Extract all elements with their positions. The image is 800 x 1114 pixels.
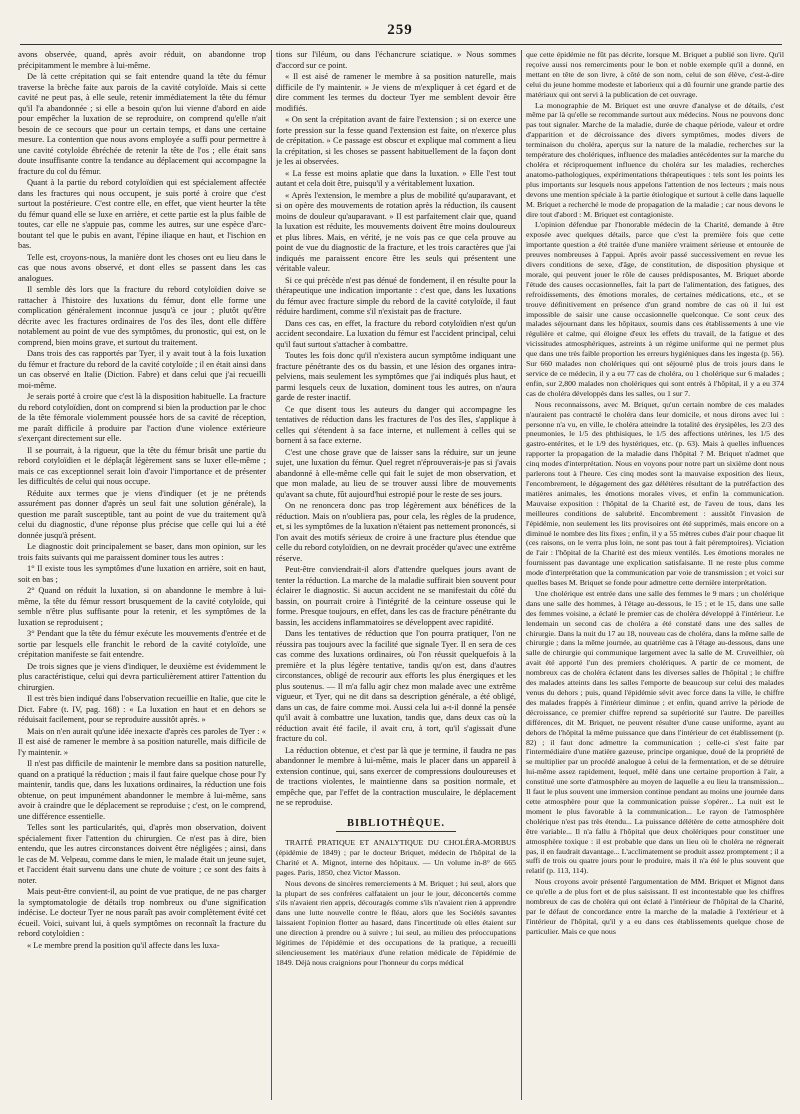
paragraph: Si ce qui précède n'est pas dénué de fondement, il en résulte pour la thérapeutique une indication importante : c'est que, dans les luxations du fémur avec fracture simple du rebord de la cavité cotyloïde, il faut réduire hardiment, comme s'il n'existait pas de fracture.: [276, 275, 516, 316]
paragraph: Peut-être conviendrait-il alors d'attendre quelques jours avant de tenter la réduction. La marche de la maladie suffirait bien souvent pour éclairer le diagnostic. Si aucun accident ne se manifestait du côté du bassin, on pourrait croire à l'intégrité de la ceinture osseuse qui le forme. Presque toujours, en effet, dans les cas de fracture pénétrante du bassin, les accidens inflammatoires se développent avec rapidité.: [276, 565, 516, 627]
section-title: BIBLIOTHÈQUE.: [347, 817, 445, 829]
paragraph: « Après l'extension, le membre a plus de mobilité qu'auparavant, et si on opère des mouvements de rotation après la réduction, ils causent moins de douleur qu'auparavant. » Il est parfaitement clair que, quand la luxation est réduite, les mouvements doivent être moins douloureux et plus libres. Mais, en vérité, je ne vois pas ce que cela prouve au point de vue du diagnostic de la fracture, et les trois caractères que j'ai indiqués me paraissent encore être les seuls qui présentent une véritable valeur.: [276, 190, 516, 273]
paragraph: La monographie de M. Briquet est une œuvre d'analyse et de détails, c'est même par là qu'elle se recommande surtout aux médecins. Nous ne pouvons donc pas tout signaler. Marche de la maladie, durée de chaque période, valeur et ordre d'apparition et de décroissance des divers symptômes, modes divers de terminaison du choléra, aperçus sur la nature de la maladie, recherches sur la température des cholériques, influence des maladies antécédentes sur la marche du choléra et réciproquement influence du choléra sur les maladies, recherches anatomo-pathologiques, expérimentations thérapeutiques : tels sont les points les plus importants sur lesquels nous appelons l'attention de nos lecteurs ; mais nous devons une mention spéciale à la partie étiologique et surtout à celle dans laquelle M. Briquet a recherché le mode de propagation de la maladie ; car nous devons le dire tout d'abord : M. Briquet est contagioniste.: [526, 100, 784, 219]
paragraph: Il n'est pas difficile de maintenir le membre dans sa position naturelle, quand on a pratiqué la réduction ; mais il faut faire quelque chose pour l'y maintenir, tandis que, dans les luxations ordinaires, la réduction une fois obtenue, on peut impunément abandonner le membre à lui-même, sans avoir à craindre que le déplacement se reproduise ; c'est, on le comprend, une différence essentielle.: [18, 759, 266, 821]
paragraph: Une cholérique est entrée dans une salle des femmes le 9 mars ; un cholérique dans une salle des hommes, à l'étage au-dessous, le 15 ; et le 15, dans une salle des femmes voisine, a éclaté le premier cas de choléra développé à l'intérieur. Le lendemain un second cas de choléra a été constaté dans une des salles de chirurgie. Dans la nuit du 17 au 18, nouveau cas de choléra, dans la même salle de chirurgie ; dans la même journée, au quatrième cas à l'étage au-dessous, dans une salle de chirurgie qui communique largement avec la salle de M. Cruveilhier, où avait été apporté l'un des premiers cholériques. A partir de ce moment, de nombreux cas de choléra éclatent dans les diverses salles de l'hôpital ; le chiffre des malades atteints dans les salles l'emporte de beaucoup sur celui des malades venus du dehors ; puis, quand l'épidémie sévit avec force dans la ville, le chiffre des malades frappés à l'intérieur diminue ; et enfin, quand arrive la période de décroissance, ce premier chiffre reprend sa supériorité sur l'autre. De pareilles différences, dit M. Briquet, ne peuvent résulter d'une cause uniforme, ayant au dehors de l'hôpital la même puissance que dans l'intérieur de cet établissement (p. 82) ; il faut donc admettre la communication ; celle-ci s'est faite par l'intermédiaire d'une matière gazeuse, principe organique, doué de la propriété de se multiplier par un procédé analogue à celui de la fermentation, et de se détruire lui-même assez rapidement, lequel, mêlé dans une certaine proportion à l'air, a constitué une sorte d'atmosphère au moyen de laquelle a eu lieu la transmission... Il faut le plus souvent une immersion continue pendant au moins une journée dans cette atmosphère pour que la communication puisse s'opérer... La nuit est le moment le plus favorable à la communication... Le rayon de l'atmosphère cholérique n'est pas très étendu... La puissance délétère de cette atmosphère doit être variable... Il n'a fallu à l'hôpital que deux cholériques pour constituer une atmosphère toxique : il est probable que dans un lieu où le choléra ne régnerait pas, il en faudrait davantage... L'acclimatement se produit assez promptement ; il a suffi de trois ou quatre jours pour le produire, mais il n'a été le plus souvent que relatif (p. 113, 114).: [526, 588, 784, 876]
paragraph: Dans ces cas, en effet, la fracture du rebord cotyloïdien n'est qu'un accident secondaire. La luxation du fémur est l'accident principal, celui qu'il faut surtout s'attacher à combattre.: [276, 318, 516, 349]
paragraph: Nous croyons avoir présenté l'argumentation de MM. Briquet et Mignot dans ce qu'elle a de plus fort et de plus saisissant. Il est incontestable que les chiffres nombreux de cas de choléra qui ont éclaté à l'intérieur de l'hôpital de la Charité, par le défaut de concordance entre la marche de la maladie à l'extérieur et à l'intérieur de l'hôpital, qu'il y a eu dans ces établissements quelque chose de particulier. Mais ce que nous: [526, 877, 784, 936]
paragraph: Telle est, croyons-nous, la manière dont les choses ont eu lieu dans le cas que nous avons observé, et dont elles se passent dans les cas analogues.: [18, 252, 266, 283]
paragraph: Réduite aux termes que je viens d'indiquer (et je ne prétends assurément pas donner d'après un seul fait une solution générale), la question me paraît susceptible, tant au point de vue du traitement qu'à celui du diagnostic, d'une réponse plus précise que celle qui lui a été donnée jusqu'à présent.: [18, 488, 266, 540]
paragraph: De là cette crépitation qui se fait entendre quand la tête du fémur traverse la brèche faite aux parois de la cavité cotyloïde. Mais si cette cavité ne peut pas, à elle seule, retenir immédiatement la tête du fémur qu'il l'a abandonnée ; si elle a besoin qu'on lui vienne d'abord en aide pour empêcher la luxation de se reproduire, on comprend qu'elle n'ait besoin de ce secours que pour un certain temps, et dans une certaine mesure. La contention que nous avons employée a suffi pour permettre à une cavité cotyloïde ébréchée de retenir la tête de l'os ; elle était sans doute insuffisante contre la tendance au déplacement qui accompagne la fracture du col du fémur.: [18, 72, 266, 176]
page-number: 259: [387, 22, 413, 38]
paragraph: Je serais porté à croire que c'est là la disposition habituelle. La fracture du rebord cotyloïdien, dont on comprend si bien la production par le choc de la tête fémorale violemment poussée hors de sa cavité de réception, me paraît difficile à produire par l'action d'une violence extérieure s'exerçant directement sur elle.: [18, 392, 266, 443]
paragraph: avons observée, quand, après avoir réduit, on abandonne trop précipitamment le membre à lui-même.: [18, 50, 266, 70]
paragraph: que cette épidémie ne fût pas décrite, lorsque M. Briquet a publié son livre. Qu'il reçoive aussi nos remerciments pour le bon et noble exemple qu'il a donné, en mettant en tête de son livre, à côté de son nom, celui de son élève, c'est-à-dire celui du jeune homme modeste et laborieux qui a dû fournir une grande partie des matériaux qui ont servi à la publication de cet ouvrage.: [526, 50, 784, 99]
paragraph: « Le membre prend la position qu'il affecte dans les luxa-: [27, 940, 220, 950]
paragraph: Mais on n'en aurait qu'une idée inexacte d'après ces paroles de Tyer : « Il est aisé de ramener le membre à sa position naturelle, mais difficile de l'y maintenir. »: [18, 726, 266, 757]
paragraph: Nous reconnaissons, avec M. Briquet, qu'un certain nombre de ces malades n'auraient pas contracté le choléra dans leur domicile, et nous dirons avec lui : personne n'a vu, en ville, le choléra atteindre la totalité des érysipèles, les 2/3 des pneumonies, le 1/5 des phthisiques, le 1/5 des affections utérines, les 1/5 des gastro-entérites, et le 1/9 des hystériques, etc. (p. 63). Mais à quelles influences rapporter la propagation de la maladie dans l'hôpital ? M. Briquet n'admet que cinq modes d'interprétation. Nous en voyons pour notre part un sixième dont nous parlerons tout à l'heure. Ces cinq modes sont la mauvaise exposition des lieux, l'encombrement, le dégagement des gaz délétères résultant de la putréfaction des matières animales, les émotions morales vives, et enfin la communication. Mauvaise exposition : l'hôpital de la Charité est, de l'aveu de tous, dans les meilleures conditions de salubrité. Encombrement : aussitôt l'invasion de l'épidémie, non seulement les lits provisoires ont été supprimés, mais encore on a diminué le nombre des lits fixes ; enfin, il y a 55 mètres cubes d'air pour chaque lit (ces raisons, on le verra plus loin, ne sont pas tout à fait péremptoires). Viciation de l'air : l'hôpital de la Charité est des mieux ventilés. Les émotions morales ne fournissent pas davantage une explication satisfaisante. Il ne reste plus comme mode d'interprétation que la communication par voie de transmission ; et voici sur quelles bases M. Briquet se fonde pour admettre cette dernière interprétation.: [526, 399, 784, 588]
section-rule: [336, 831, 456, 832]
paragraph: C'est une chose grave que de laisser sans la réduire, sur un jeune sujet, une luxation du fémur. Quel regret n'éprouverais-je pas si j'avais abandonné à elle-même celle qui fait le sujet de mon observation, et que mon malade, au lieu de se trouver aussi libre de mouvements qu'avant sa chute, fût aujourd'hui estropié pour le reste de ses jours.: [276, 447, 516, 499]
paragraph: Dans les tentatives de réduction que l'on pourra pratiquer, l'on ne réussira pas toujours avec la facilité que signale Tyer. Il en sera de ces cas comme des luxations ordinaires, où l'on réussit quelquefois à la première et la plus légère tentative, tandis qu'on est, dans d'autres circonstances, obligé de recourir aux efforts les plus énergiques et les plus soutenus. — Il m'a fallu agir chez mon malade avec une extrême vigueur, et Tyer, qui ne dit dans sa description générale, a été obligé, dans un cas, de faire comme moi. Aussi cela lui a-t-il donné la pensée qu'il avait à combattre une luxation, tandis que, dans deux cas où la réduction avait été facile, il avait cru, à tort, qu'il s'agissait d'une fracture du col.: [276, 629, 516, 743]
paragraph: Dans trois des cas rapportés par Tyer, il y avait tout à la fois luxation du fémur et fracture du rebord de la cavité cotyloïde ; il en était ainsi dans un cas observé en Italie (Diction. Fabre) et dans celui que j'ai recueilli moi-même.: [18, 349, 266, 390]
paragraph: Nous devons de sincères remerciements à M. Briquet ; lui seul, alors que la plupart de ses confrères calfataient un jour le jour, déconcertés comme s'ils n'avaient rien appris, découragés comme s'ils n'avaient rien à apprendre dans une lutte nouvelle contre le fléau, alors que les Sociétés savantes laissaient l'opinion flotter au hasard, dans l'incertitude où elles étaient sur une direction à prendre ou à suivre ; lui seul, au milieu des préoccupations légitimes de l'épidémie et des occupations de la pratique, a recueilli silencieusement les matériaux d'une relation médicale de l'épidémie de 1849. Déjà nous craignions pour l'honneur du corps médical: [276, 878, 516, 967]
bibliography-entry: TRAITÉ PRATIQUE ET ANALYTIQUE DU CHOLÉRA-MORBUS (épidémie de 1849) ; par le docteur Briquet, médecin de l'hôpital de la Charité et A. Mignot, interne des hôpitaux. — Un volume in-8° de 665 pages. Paris, 1850, chez Victor Masson.: [276, 838, 516, 877]
paragraph: La réduction obtenue, et c'est par là que je termine, il faudra ne pas abandonner le membre à lui-même, mais le placer dans un appareil à extension continue, qui, sans exercer de compressions douloureuses et de tractions violentes, le maintienne dans sa position normale, et empêche que, par l'effet de la contraction musculaire, le déplacement ne se reproduise.: [276, 745, 516, 807]
paragraph: Il se pourrait, à la rigueur, que la tête du fémur brisât une partie du rebord cotyloïdien et le déplaçât légèrement sans se luxer elle-même ; mais ce cas exceptionnel serait loin d'avoir l'importance et de présenter les difficultés de celui qui nous occupe.: [18, 445, 266, 486]
paragraph: 1° Il existe tous les symptômes d'une luxation en arrière, soit en haut, soit en bas ;: [18, 564, 266, 584]
paragraph: 2° Quand on réduit la luxation, si on abandonne le membre à lui-même, la tête du fémur ressort brusquement de la cavité cotyloïde, qui semble n'être plus suffisante pour la retenir, et les symptômes de la luxation se reproduisent ;: [18, 586, 266, 627]
paragraph: « On sent la crépitation avant de faire l'extension ; si on exerce une forte pression sur la fesse quand l'extension est faite, on n'exerce plus de crépitation. » Ce passage est obscur et explique mal comment a lieu la crépitation, si les choses se passent habituellement de la façon dont je les ai observées.: [276, 115, 516, 166]
paragraph: Il semble dès lors que la fracture du rebord cotyloïdien doive se rattacher à l'histoire des luxations du fémur, dont elle forme une complication généralement inconnue jusqu'à ce jour ; plutôt qu'être décrite avec les fractures ordinaires de l'os des îles, dont elle diffère notablement au point de vue des symptômes, du pronostic, qui est, on le comprend, bien moins grave, et surtout du traitement.: [18, 285, 266, 347]
paragraph: 3° Pendant que la tête du fémur exécute les mouvements d'entrée et de sortie par lesquels elle franchit le rebord de la cavité cotyloïde, une crépitation manifeste se fait entendre.: [18, 629, 266, 659]
paragraph: L'opinion défendue par l'honorable médecin de la Charité, demande à être exposée avec quelques détails, parce que c'est la première fois que cette importante question a été traitée d'une manière vraiment sérieuse et entourée de preuves nombreuses à l'appui. Après avoir passé successivement en revue les divers conditions de sexe, d'âge, de constitution, de disposition physique et morale, qui peuvent jouer le rôle de causes prédisposantes, M. Briquet aborde l'étude des causes occasionnelles, fait la part de l'alimentation, des fatigues, des refroidissements, des émotions morales, de certaines médications, etc., et se trouve définitivement en présence d'un grand nombre de cas où il lui est impossible de saisir une cause occasionnelle quelconque. Ce sont ceux des malades séjournant dans les hôpitaux, soumis dans ces établissements à une vie régulière et calme, qui éloigne d'eux les effets du travail, de la fatigue et des vicissitudes atmosphériques, astreints à un régime uniforme qui ne permet plus que dans une très faible proportion les erreurs hygiéniques dans les ingesta (p. 56). Sur 660 malades non cholériques qui ont séjourné plus de trois jours dans le service de ce médecin, il y a eu 77 cas de choléra, ou 1 cholérique sur 6 malades ; enfin, sur 2,800 malades non cholériques qui sont entrés à l'hôpital, il y a eu 374 cas de choléra développés dans les salles, ou 1 sur 7.: [526, 220, 784, 398]
column-2: [276, 50, 516, 1100]
column-divider: [521, 50, 522, 1100]
paragraph: Le diagnostic doit principalement se baser, dans mon opinion, sur les trois faits suivants qui me paraissent dominer tous les autres :: [18, 542, 266, 562]
column-3: [526, 50, 784, 1100]
column-divider: [271, 50, 272, 1100]
header-rule: [20, 44, 782, 45]
paragraph: Il est très bien indiqué dans l'observation recueillie en Italie, que cite le Dict. Fabre (t. IV, pag. 168) : « La luxation en haut et en dehors se réduisait facilement, pour se reproduire aussitôt après. »: [18, 694, 266, 724]
paragraph: Telles sont les particularités, qui, d'après mon observation, doivent spécialement fixer l'attention du chirurgien. Ce n'est pas à dire, bien entendu, que les autres circonstances doivent être négligées ; ainsi, dans le cas de M. Velpeau, comme dans le mien, le malade était un jeune sujet, et l'accident était survenu dans une chute de voiture ; ce sont des faits à noter.: [18, 823, 266, 885]
paragraph: Quant à la partie du rebord cotyloïdien qui est spécialement affectée dans les fractures qui nous occupent, je suis porté à croire que c'est surtout la postérieure. C'est contre elle, en effet, que vient heurter la tête du fémur quand elle se luxe en arrière, et cette partie est la plus faible de toutes, car elle ne s'appuie pas, comme les autres, sur une espèce d'arc-boutant tel que le pubis en avant, l'épine iliaque en haut, et l'ischion en bas.: [18, 178, 266, 250]
paragraph: Toutes les fois donc qu'il n'existera aucun symptôme indiquant une fracture pénétrante des os du bassin, et une lésion des organes intra-pelviens, mais seulement les symptômes que j'ai indiqués plus haut, et parmi lesquels ceux de luxation, dominent tous les autres, on n'aura garde de rester inactif.: [276, 351, 516, 402]
column-1: [18, 50, 266, 1100]
paragraph: « Il est aisé de ramener le membre à sa position naturelle, mais difficile de l'y maintenir. » Je viens de m'expliquer à cet égard et de dire comment les termes du docteur Tyer me semblent devoir être modifiés.: [276, 72, 516, 113]
paragraph: Mais peut-être convient-il, au point de vue pratique, de ne pas charger la symptomatologie de détails trop nombreux ou d'une signification indécise. Le docteur Tyer ne nous paraît pas avoir complètement évité cet écueil. Voici, suivant lui, à quels symptômes on reconnaît la fracture du rebord cotyloïdien :: [18, 887, 266, 938]
paragraph: On ne renoncera donc pas trop légèrement aux bénéfices de la réduction. Mais on n'oubliera pas, pour cela, les règles de la prudence, et, si les symptômes de la luxation n'étaient pas nettement prononcés, si l'on avait des motifs sérieux de croire à une fracture plus étendue que celle du rebord cotyloïdien, on ne devrait procéder qu'avec une extrême réserve.: [276, 501, 516, 563]
paragraph: « La fesse est moins aplatie que dans la luxation. » Elle l'est tout autant et cela doit être, puisqu'il y a véritablement luxation.: [276, 168, 516, 188]
paragraph: Ce que disent tous les auteurs du danger qui accompagne les tentatives de réduction dans les fractures de l'os des îles, s'applique à celles qui s'étendent à sa face interne, et nullement à celles qui se bornent à sa face externe.: [276, 404, 516, 445]
paragraph: De trois signes que je viens d'indiquer, le deuxième est évidemment le plus caractéristique, celui qui devra particulièrement attirer l'attention du chirurgien.: [18, 661, 266, 692]
paragraph: tions sur l'iléum, ou dans l'échancrure sciatique. » Nous sommes d'accord sur ce point.: [276, 50, 516, 70]
